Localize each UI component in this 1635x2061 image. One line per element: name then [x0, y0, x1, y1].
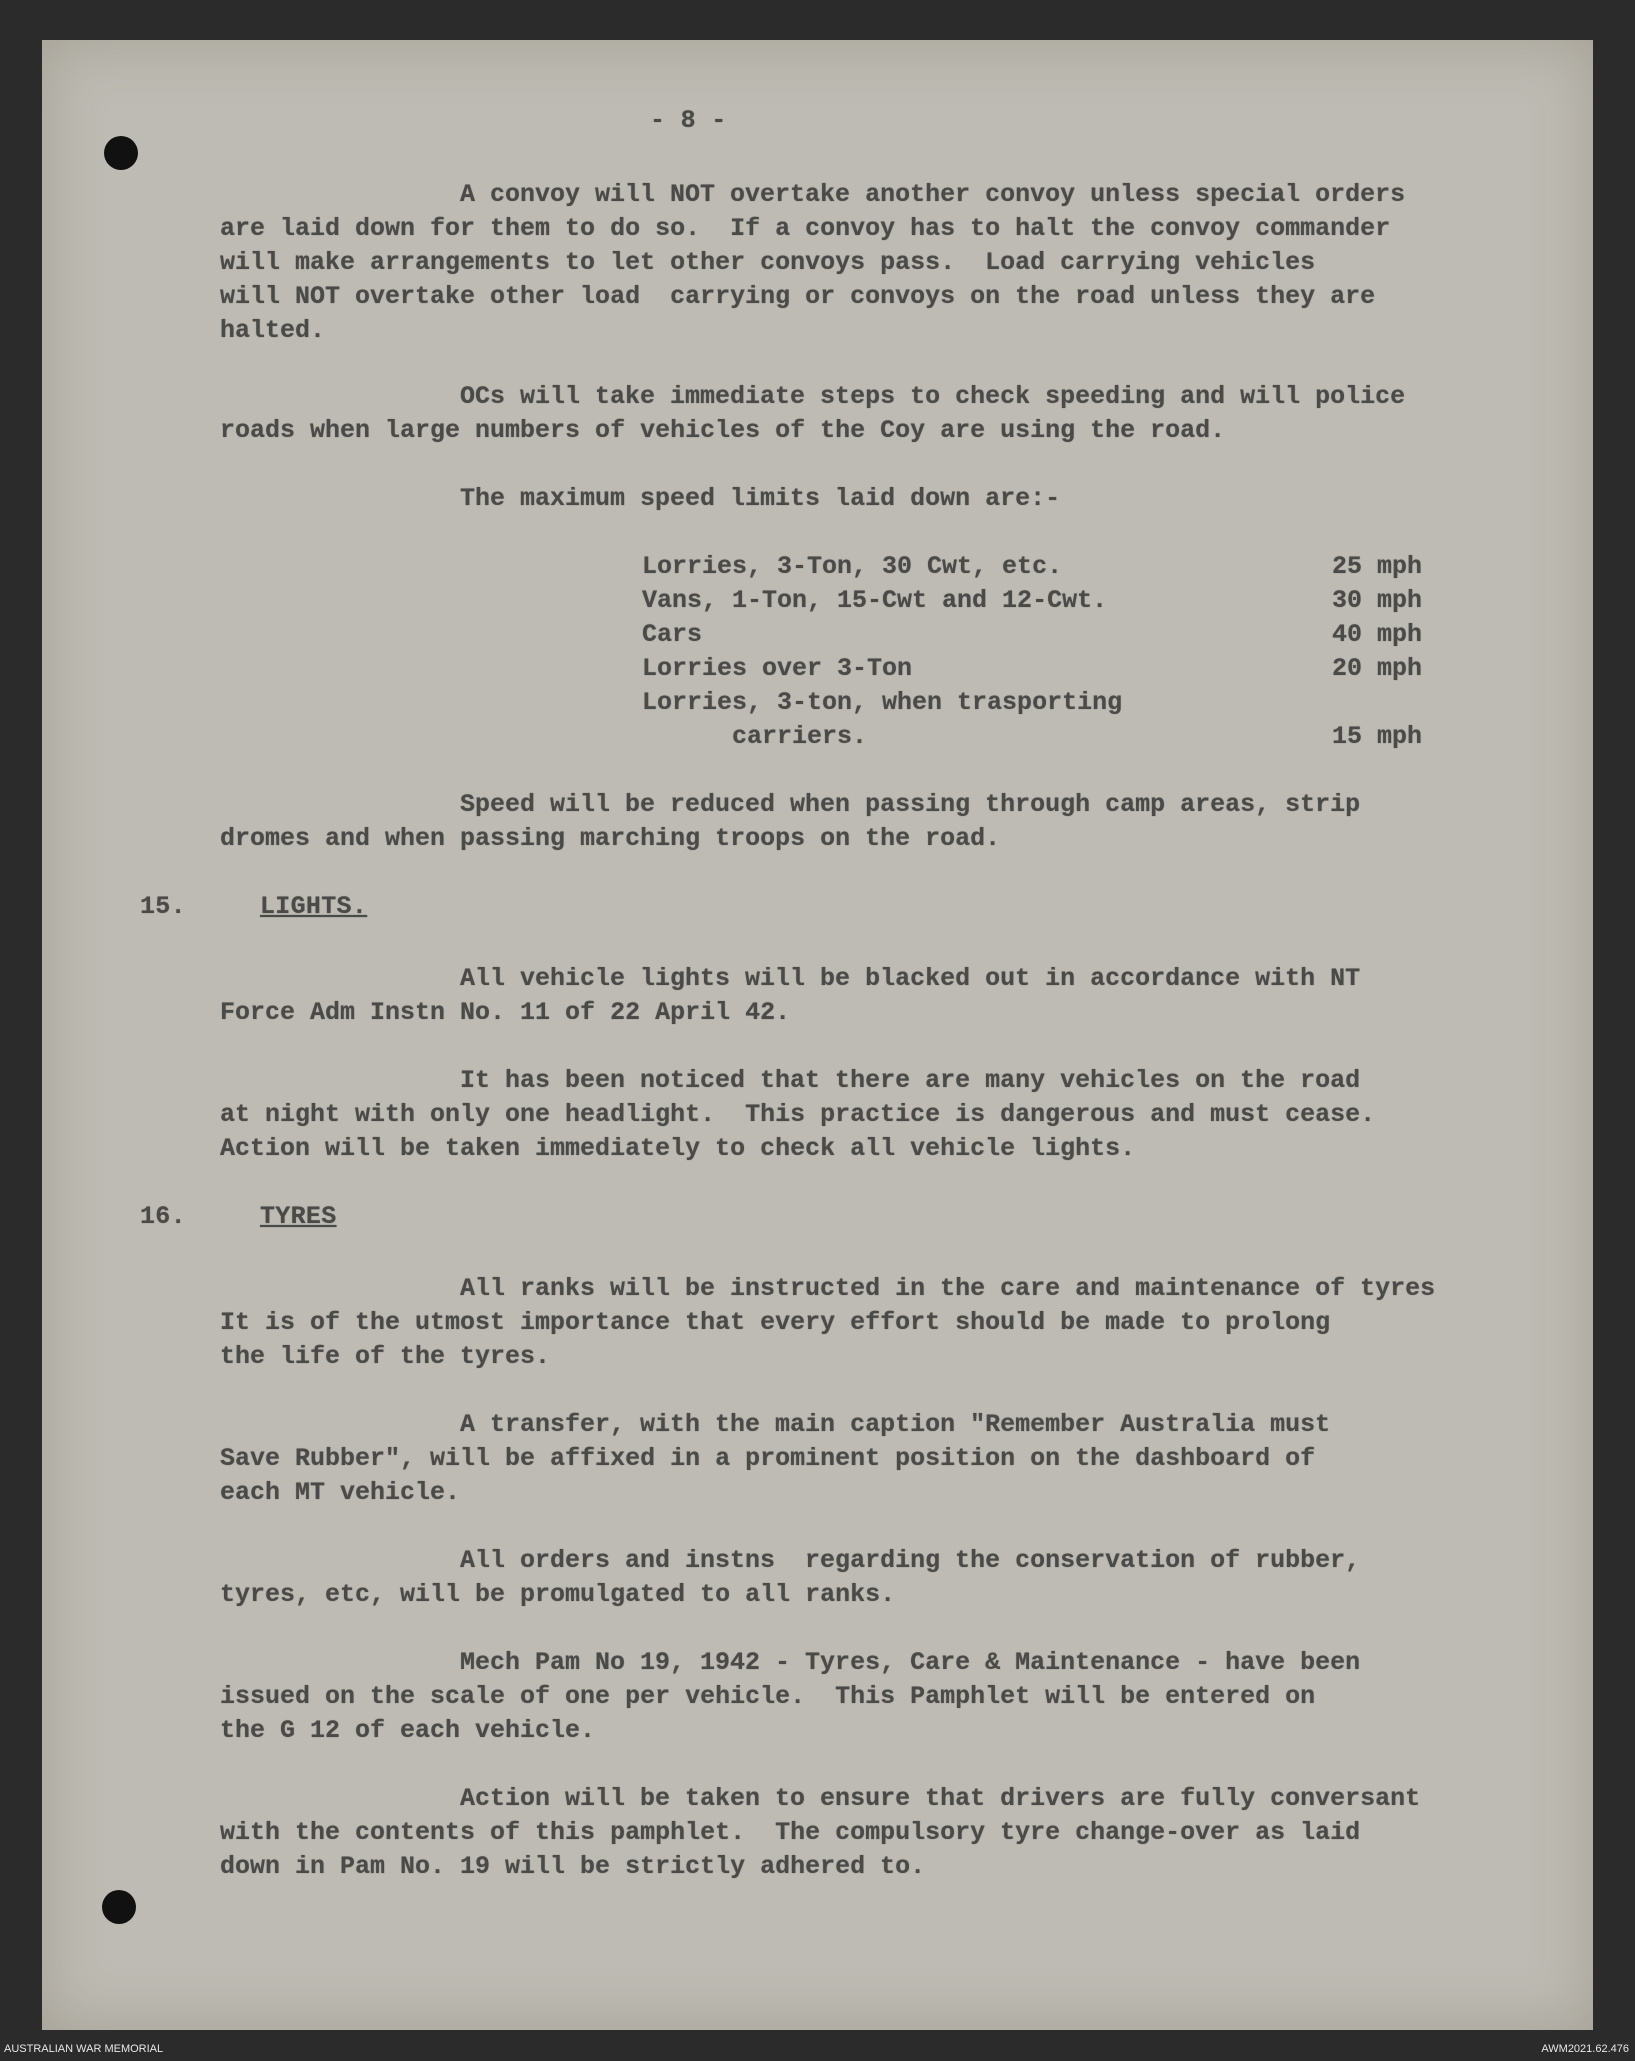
paragraph-headlight: It has been noticed that there are many vehicles on the road at night with only one headlight. This practice is dangerous and must cease. Action will be taken immediately to check all vehicle lights.	[220, 1066, 1376, 1163]
footer-left: AUSTRALIAN WAR MEMORIAL	[4, 2043, 164, 2055]
paragraph-tyre-care: All ranks will be instructed in the care and maintenance of tyres It is of the utmost importance that every effort should be made to prolong the life of the tyres.	[220, 1274, 1436, 1371]
paragraph-transfer: A transfer, with the main caption "Remember Australia must Save Rubber", will be affixed in a prominent position on the dashboard of each MT vehicle.	[220, 1410, 1331, 1507]
paragraph-blackout: All vehicle lights will be blacked out in accordance with NT Force Adm Instn No. 11 of 22 April 42.	[220, 964, 1361, 1027]
punch-hole-bottom	[102, 1890, 136, 1924]
document-page	[42, 40, 1593, 2030]
section-title-tyres: TYRES	[260, 1202, 337, 1231]
paragraph-convoy: A convoy will NOT overtake another convoy unless special orders are laid down for them to do so. If a convoy has to halt the convoy commander will make arrangements to let other convoys pass. Load carrying vehicles will NOT overtake other load carrying or convoys on the road unless they are halted.	[220, 180, 1406, 345]
punch-hole-top	[104, 136, 138, 170]
section-number-15: 15.	[140, 892, 186, 921]
paragraph-mech-pam: Mech Pam No 19, 1942 - Tyres, Care & Maintenance - have been issued on the scale of one per vehicle. This Pamphlet will be entered on the G 12 of each vehicle.	[220, 1648, 1361, 1745]
paragraph-drivers: Action will be taken to ensure that drivers are fully conversant with the contents of this pamphlet. The compulsory tyre change-over as laid down in Pam No. 19 will be strictly adhered to.	[220, 1784, 1421, 1881]
page-number: - 8 -	[650, 106, 727, 135]
speed-limit-row: Cars 40 mph	[642, 620, 1422, 649]
section-title-lights: LIGHTS.	[260, 892, 368, 921]
paragraph-speed-intro: The maximum speed limits laid down are:-	[460, 484, 1061, 513]
speed-limit-row: Lorries, 3-ton, when trasporting	[642, 688, 1123, 717]
paragraph-speeding: OCs will take immediate steps to check speeding and will police roads when large numbers of vehicles of the Coy are using the road.	[220, 382, 1406, 445]
paragraph-orders: All orders and instns regarding the conservation of rubber, tyres, etc, will be promulgated to all ranks.	[220, 1546, 1361, 1609]
speed-limit-row: Vans, 1-Ton, 15-Cwt and 12-Cwt. 30 mph	[642, 586, 1422, 615]
speed-limit-row: Lorries, 3-Ton, 30 Cwt, etc. 25 mph	[642, 552, 1422, 581]
section-number-16: 16.	[140, 1202, 186, 1231]
speed-limit-row: Lorries over 3-Ton 20 mph	[642, 654, 1422, 683]
speed-limit-row: carriers. 15 mph	[642, 722, 1422, 751]
footer-right: AWM2021.62.476	[1541, 2043, 1629, 2055]
paragraph-speed-reduced: Speed will be reduced when passing through camp areas, strip dromes and when passing marching troops on the road.	[220, 790, 1361, 853]
